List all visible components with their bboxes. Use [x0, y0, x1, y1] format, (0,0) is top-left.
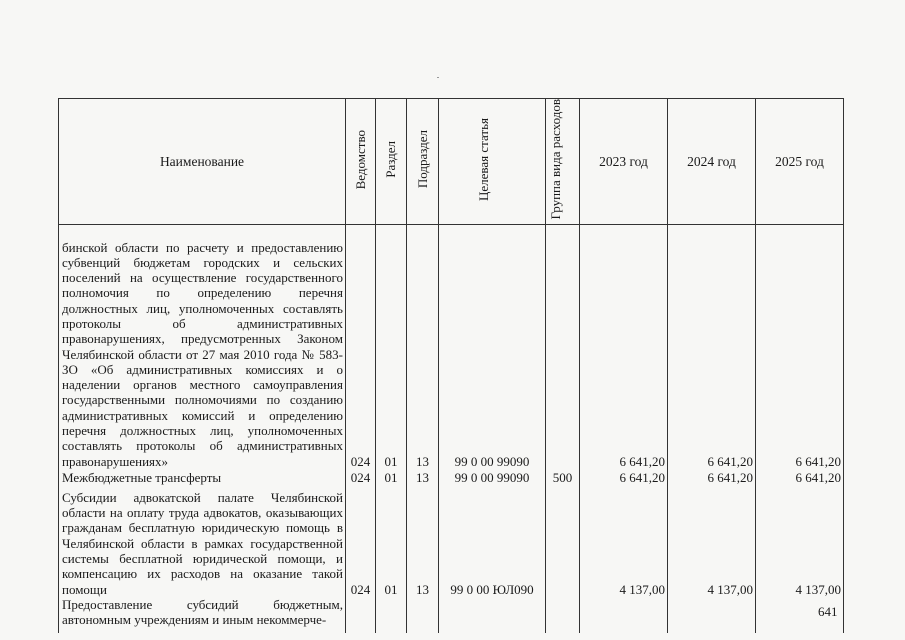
row-group: 500: [546, 469, 580, 485]
table-row: [59, 225, 844, 469]
table-header: [59, 99, 844, 225]
row-2023: [580, 597, 668, 633]
header-group: Группа вида расходов: [546, 99, 580, 225]
row-group: [546, 485, 580, 597]
row-target: 99 0 00 99090: [439, 225, 546, 469]
row-2023: 6 641,20: [580, 225, 668, 469]
row-name: Субсидии адвокатской палате Челябинской области на оплату труда адвокатов, оказывающих гражданам бесплатную юридическую помощь в Челябинской области в рамках государственной системы бесплатной юридической помощи, и компенсацию их расходов на оказание такой помощи: [59, 485, 346, 597]
row-section: 01: [376, 485, 407, 597]
row-2023: 6 641,20: [580, 469, 668, 485]
row-dept: 024: [346, 485, 376, 597]
header-2024: 2024 год: [668, 99, 756, 225]
row-dept: 024: [346, 469, 376, 485]
header-2025: 2025 год: [756, 99, 844, 225]
row-target: [439, 597, 546, 633]
row-subsection: 13: [407, 485, 439, 597]
row-2024: 6 641,20: [668, 225, 756, 469]
budget-table: [58, 98, 844, 633]
row-group: [546, 225, 580, 469]
row-subsection: [407, 597, 439, 633]
row-group: [546, 597, 580, 633]
row-dept: [346, 597, 376, 633]
scan-speck: [437, 77, 439, 78]
page-number: 641: [818, 604, 838, 619]
row-target: 99 0 00 ЮЛ090: [439, 485, 546, 597]
header-target: Целевая статья: [439, 99, 546, 225]
header-subsection: Подраздел: [407, 99, 439, 225]
header-dept: Ведомство: [346, 99, 376, 225]
table-row: [59, 485, 844, 597]
row-section: [376, 597, 407, 633]
row-section: 01: [376, 469, 407, 485]
row-section: 01: [376, 225, 407, 469]
row-name: Межбюджетные трансферты: [59, 469, 346, 485]
row-2025: 6 641,20: [756, 225, 844, 469]
row-dept: 024: [346, 225, 376, 469]
row-2023: 4 137,00: [580, 485, 668, 597]
row-name: бинской области по расчету и предоставлению субвенций бюджетам городских и сельских поселений на осуществление государственного полномочия по определению перечня должностных лиц, уполномоченных составлять протоколы об административных правонарушениях, предусмотренных Законом Челябинской области от 27 мая 2010 года № 583-ЗО «Об административных комиссиях и о наделении органов местного самоуправления государственными полномочиями по созданию административных комиссий и определению перечня должностных лиц, уполномоченных составлять протоколы об административных правонарушениях»: [59, 225, 346, 469]
row-subsection: 13: [407, 225, 439, 469]
table-row: [59, 597, 844, 633]
header-section: Раздел: [376, 99, 407, 225]
row-name: Предоставление субсидий бюджетным, автономным учреждениям и иным некоммерче-: [59, 597, 346, 633]
row-2025: 6 641,20: [756, 469, 844, 485]
row-subsection: 13: [407, 469, 439, 485]
row-2024: 6 641,20: [668, 469, 756, 485]
row-2024: [668, 597, 756, 633]
header-name: Наименование: [59, 99, 346, 225]
header-2023: 2023 год: [580, 99, 668, 225]
table-body: [59, 225, 844, 633]
row-2024: 4 137,00: [668, 485, 756, 597]
row-2025: 4 137,00: [756, 485, 844, 597]
row-target: 99 0 00 99090: [439, 469, 546, 485]
table-row: [59, 469, 844, 485]
